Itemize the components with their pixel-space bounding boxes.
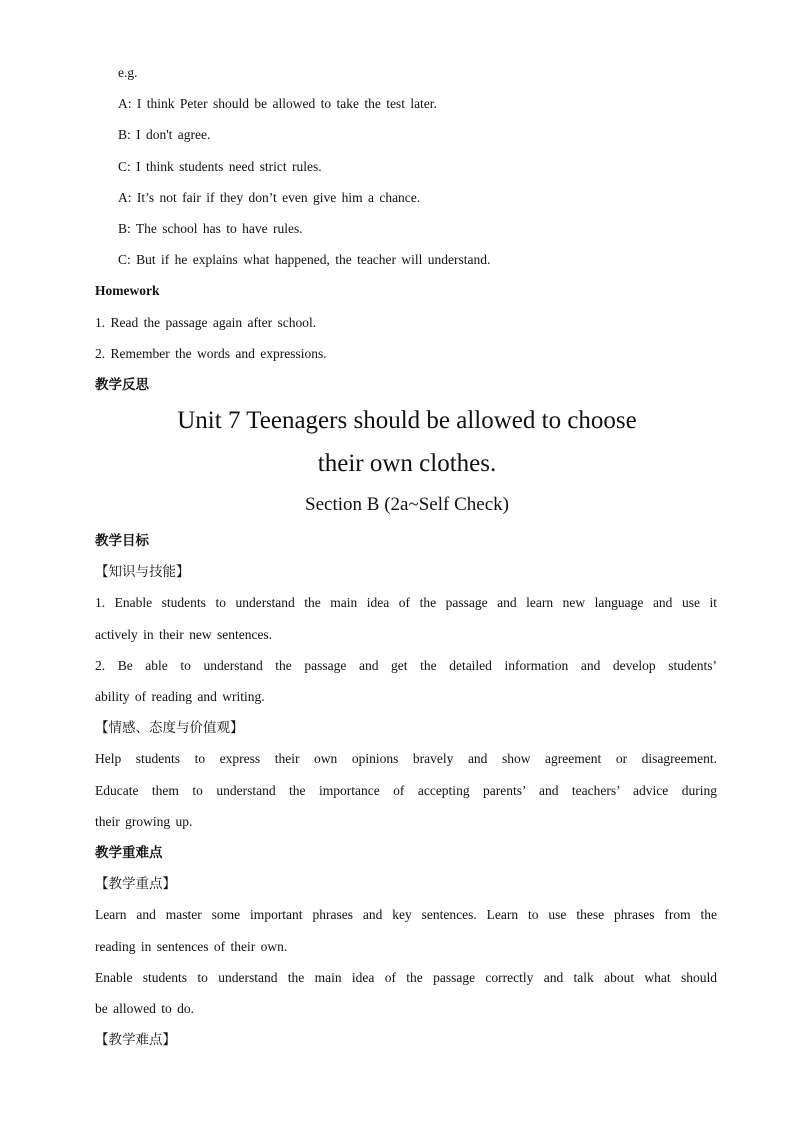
dialogue-line-1: A: I think Peter should be allowed to take the test later.: [118, 96, 437, 111]
knowledge-item-2-line-1: 2. Be able to understand the passage and get the detailed information and develop students’: [95, 658, 717, 673]
dialogue-line-4: A: It’s not fair if they don’t even give him a chance.: [118, 190, 421, 205]
dialogue-line-5: B: The school has to have rules.: [118, 221, 303, 236]
knowledge-item-1-line-1: 1. Enable students to understand the main idea of the passage and learn new language and use it: [95, 595, 717, 610]
emotion-line-2: Educate them to understand the importance of accepting parents’ and teachers’ advice during: [95, 783, 717, 798]
unit-title-line-2: their own clothes.: [317, 450, 497, 477]
objectives-heading: 教学目标: [95, 533, 149, 549]
unit-title-line-1: Unit 7 Teenagers should be allowed to choose: [177, 407, 637, 434]
reflection-heading: 教学反思: [95, 377, 149, 393]
difficulty-heading: 【教学难点】: [95, 1032, 176, 1048]
knowledge-item-1-line-2: actively in their new sentences.: [95, 627, 273, 642]
emotion-line-1: Help students to express their own opinions bravely and show agreement or disagreement.: [95, 751, 717, 766]
focus-heading: 【教学重点】: [95, 876, 176, 892]
key-points-heading: 教学重难点: [95, 845, 163, 861]
homework-item-2: 2. Remember the words and expressions.: [95, 346, 327, 361]
dialogue-line-3: C: I think students need strict rules.: [118, 159, 322, 174]
knowledge-heading: 【知识与技能】: [95, 564, 190, 580]
dialogue-line-6: C: But if he explains what happened, the teacher will understand.: [118, 252, 491, 267]
homework-heading: Homework: [95, 283, 160, 298]
emotion-heading: 【情感、态度与价值观】: [95, 720, 244, 736]
example-label: e.g.: [118, 65, 138, 80]
dialogue-line-2: B: I don't agree.: [118, 127, 211, 142]
homework-item-1: 1. Read the passage again after school.: [95, 315, 317, 330]
section-title: Section B (2a~Self Check): [305, 494, 509, 515]
emotion-line-3: their growing up.: [95, 814, 193, 829]
focus-item-1-line-1: Learn and master some important phrases and key sentences. Learn to use these phrases from the: [95, 907, 717, 922]
focus-item-2-line-1: Enable students to understand the main idea of the passage correctly and talk about what should: [95, 970, 717, 985]
focus-item-1-line-2: reading in sentences of their own.: [95, 939, 288, 954]
focus-item-2-line-2: be allowed to do.: [95, 1001, 194, 1016]
knowledge-item-2-line-2: ability of reading and writing.: [95, 689, 265, 704]
